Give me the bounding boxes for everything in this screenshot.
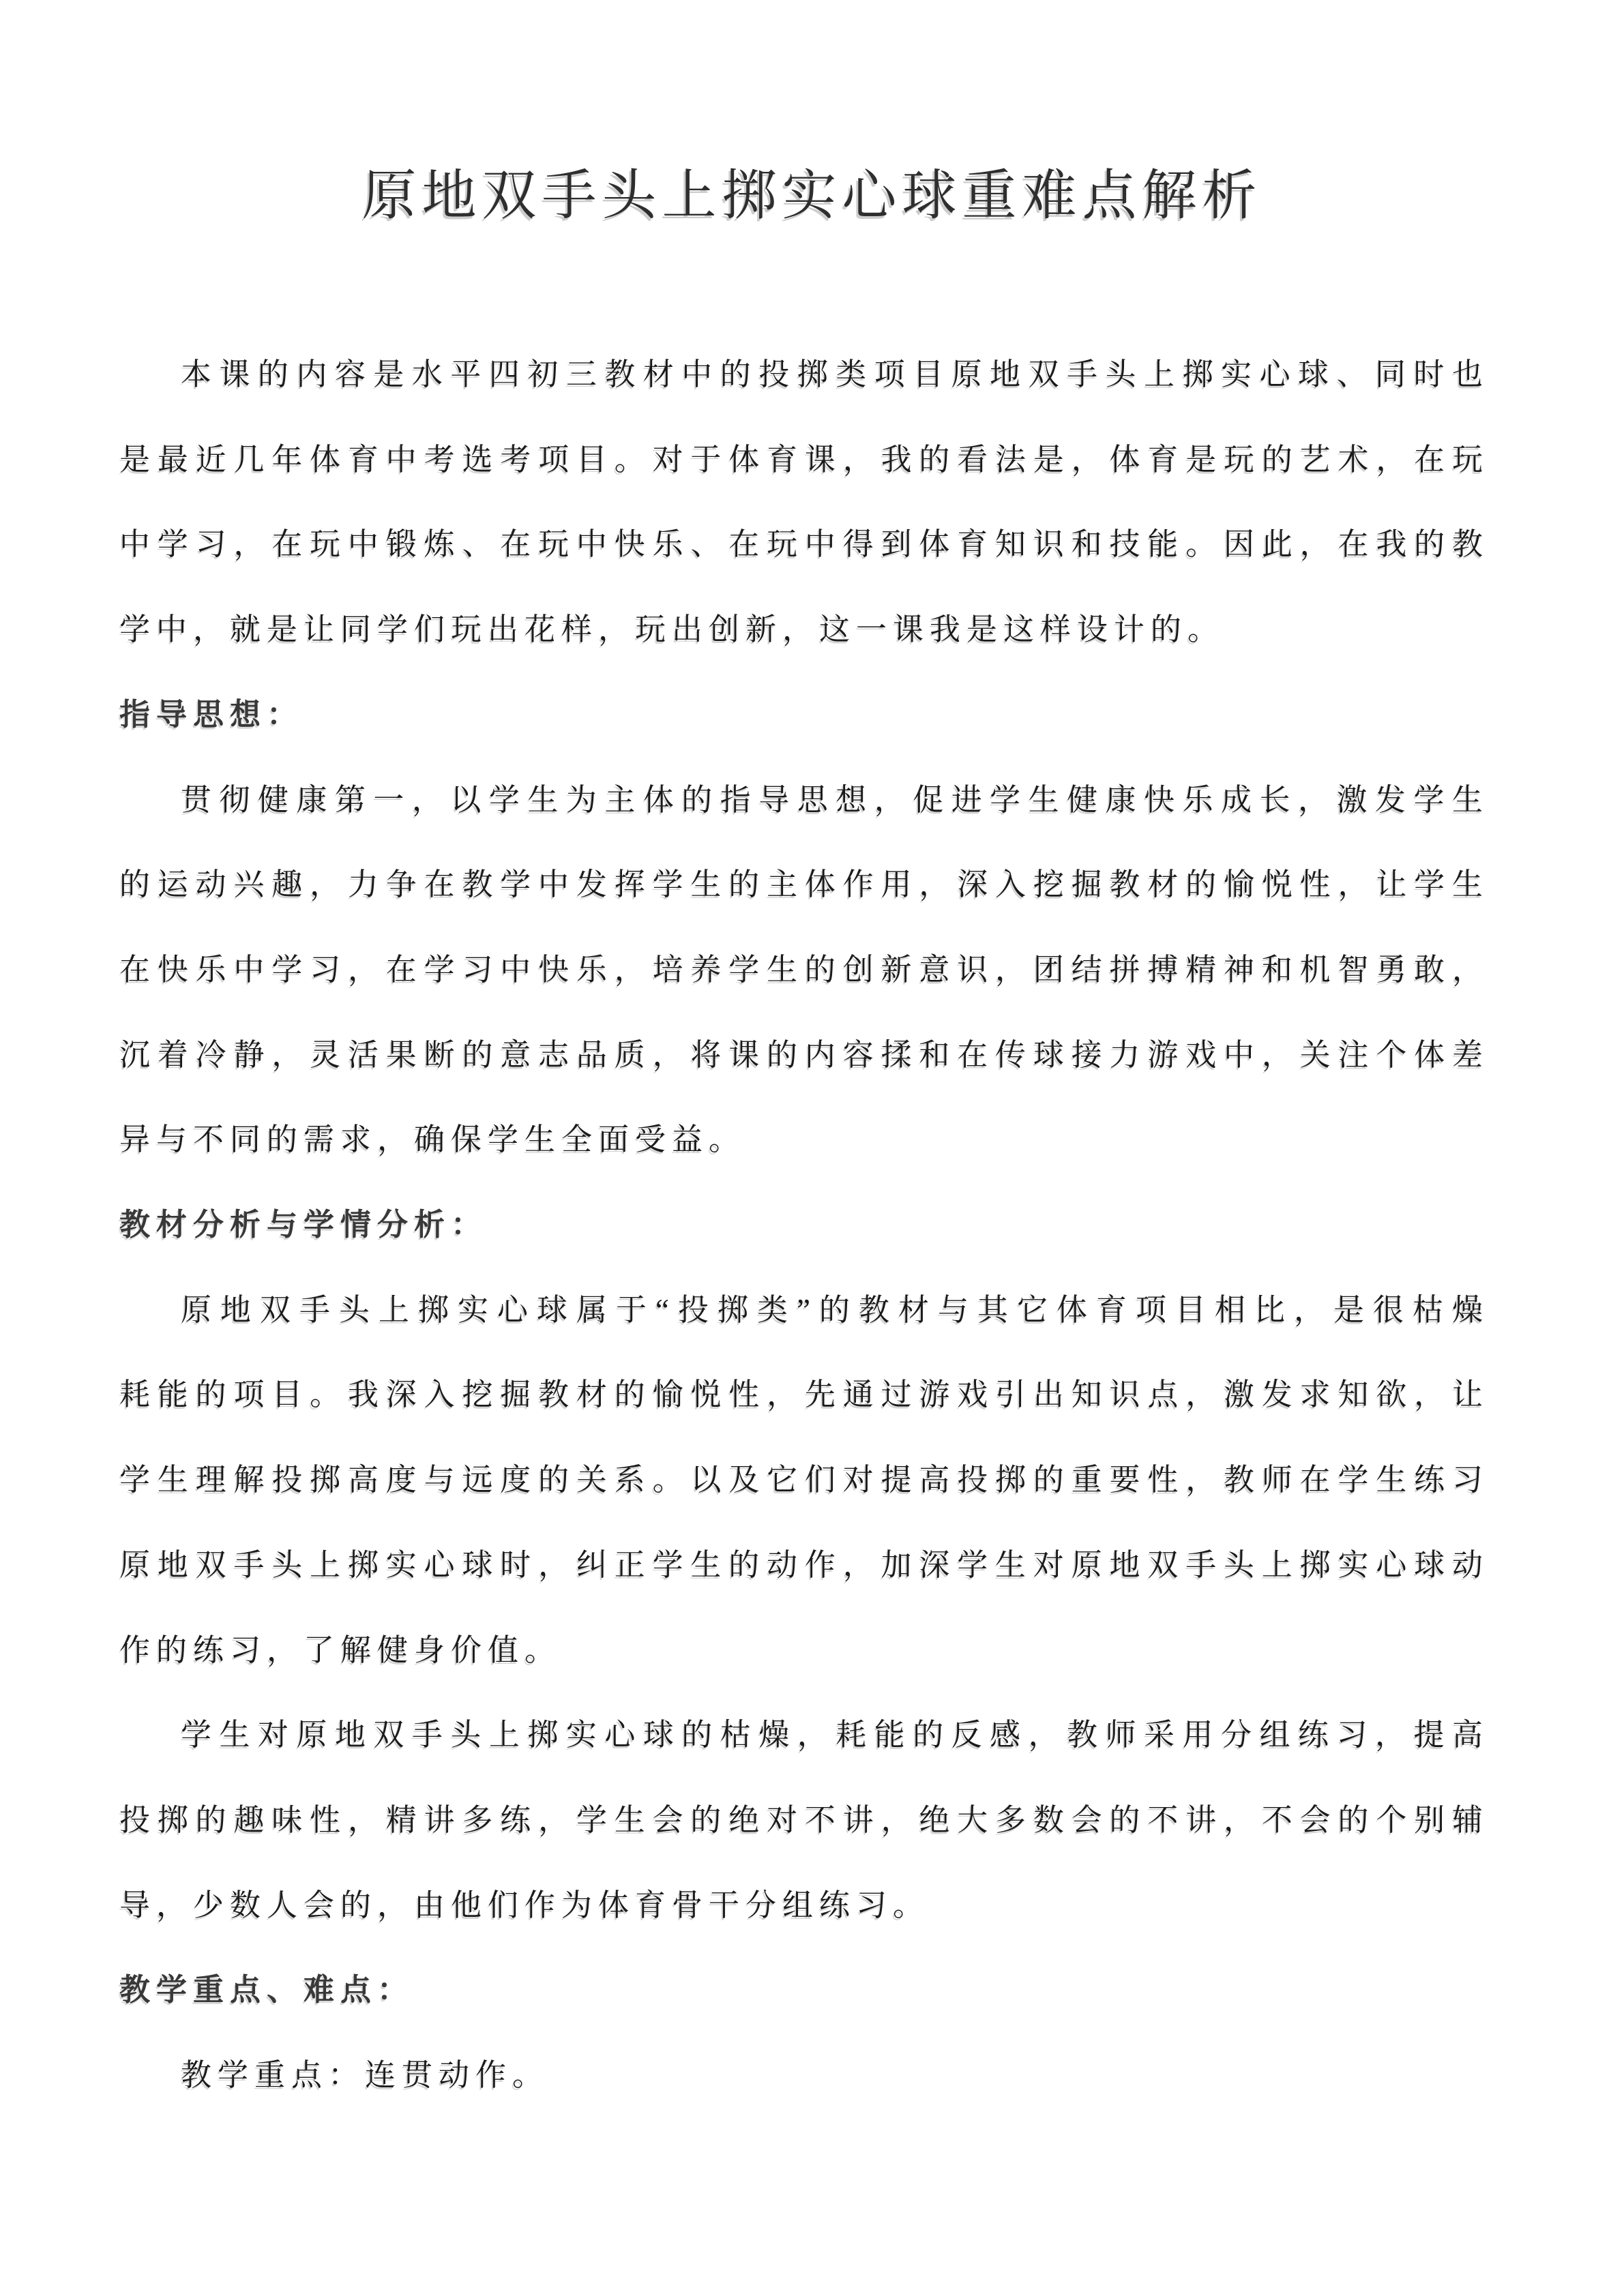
paragraph-line: 作的练习，了解健身价值。	[119, 1632, 562, 1667]
paragraph-line: 学中，就是让同学们玩出花样，玩出创新，这一课我是这样设计的。	[119, 612, 1225, 647]
paragraph-line: 教学重点：连贯动作。	[181, 2058, 550, 2093]
paragraph-line: 耗能的项目。我深入挖掘教材的愉悦性，先通过游戏引出知识点，激发求知欲，让	[119, 1377, 1489, 1412]
paragraph-line: 原地双手头上掷实心球时，纠正学生的动作，加深学生对原地双手头上掷实心球动	[119, 1547, 1489, 1582]
paragraph-line: 异与不同的需求，确保学生全面受益。	[119, 1122, 746, 1157]
document-body	[119, 332, 1489, 2118]
heading-teaching-focus: 教学重点、难点：	[119, 1973, 415, 2008]
paragraph-line: 中学习，在玩中锻炼、在玩中快乐、在玩中得到体育知识和技能。因此，在我的教	[119, 527, 1489, 562]
paragraph-line: 学生对原地双手头上掷实心球的枯燥，耗能的反感，教师采用分组练习，提高	[181, 1718, 1489, 1753]
paragraph-line: 导，少数人会的，由他们作为体育骨干分组练习。	[119, 1888, 930, 1922]
paragraph-line: 沉着冷静，灵活果断的意志品质，将课的内容揉和在传球接力游戏中，关注个体差	[119, 1037, 1489, 1072]
paragraph-line: 学生理解投掷高度与远度的关系。以及它们对提高投掷的重要性，教师在学生练习	[119, 1463, 1489, 1497]
paragraph-line: 贯彻健康第一，以学生为主体的指导思想，促进学生健康快乐成长，激发学生	[181, 782, 1489, 817]
heading-material-analysis: 教材分析与学情分析：	[119, 1208, 488, 1242]
paragraph-line: 原地双手头上掷实心球属于“投掷类”的教材与其它体育项目相比，是很枯燥	[181, 1292, 1489, 1327]
paragraph-line: 的运动兴趣，力争在教学中发挥学生的主体作用，深入挖掘教材的愉悦性，让学生	[119, 867, 1489, 902]
paragraph-line: 是最近几年体育中考选考项目。对于体育课，我的看法是，体育是玩的艺术，在玩	[119, 442, 1489, 477]
document-title: 原地双手头上掷实心球重难点解析	[361, 166, 1263, 226]
paragraph-line: 在快乐中学习，在学习中快乐，培养学生的创新意识，团结拼搏精神和机智勇敢，	[119, 952, 1489, 987]
heading-guiding-ideology: 指导思想：	[119, 697, 304, 732]
paragraph-line: 本课的内容是水平四初三教材中的投掷类项目原地双手头上掷实心球、同时也	[181, 357, 1489, 391]
paragraph-line: 投掷的趣味性，精讲多练，学生会的绝对不讲，绝大多数会的不讲，不会的个别辅	[119, 1802, 1489, 1837]
